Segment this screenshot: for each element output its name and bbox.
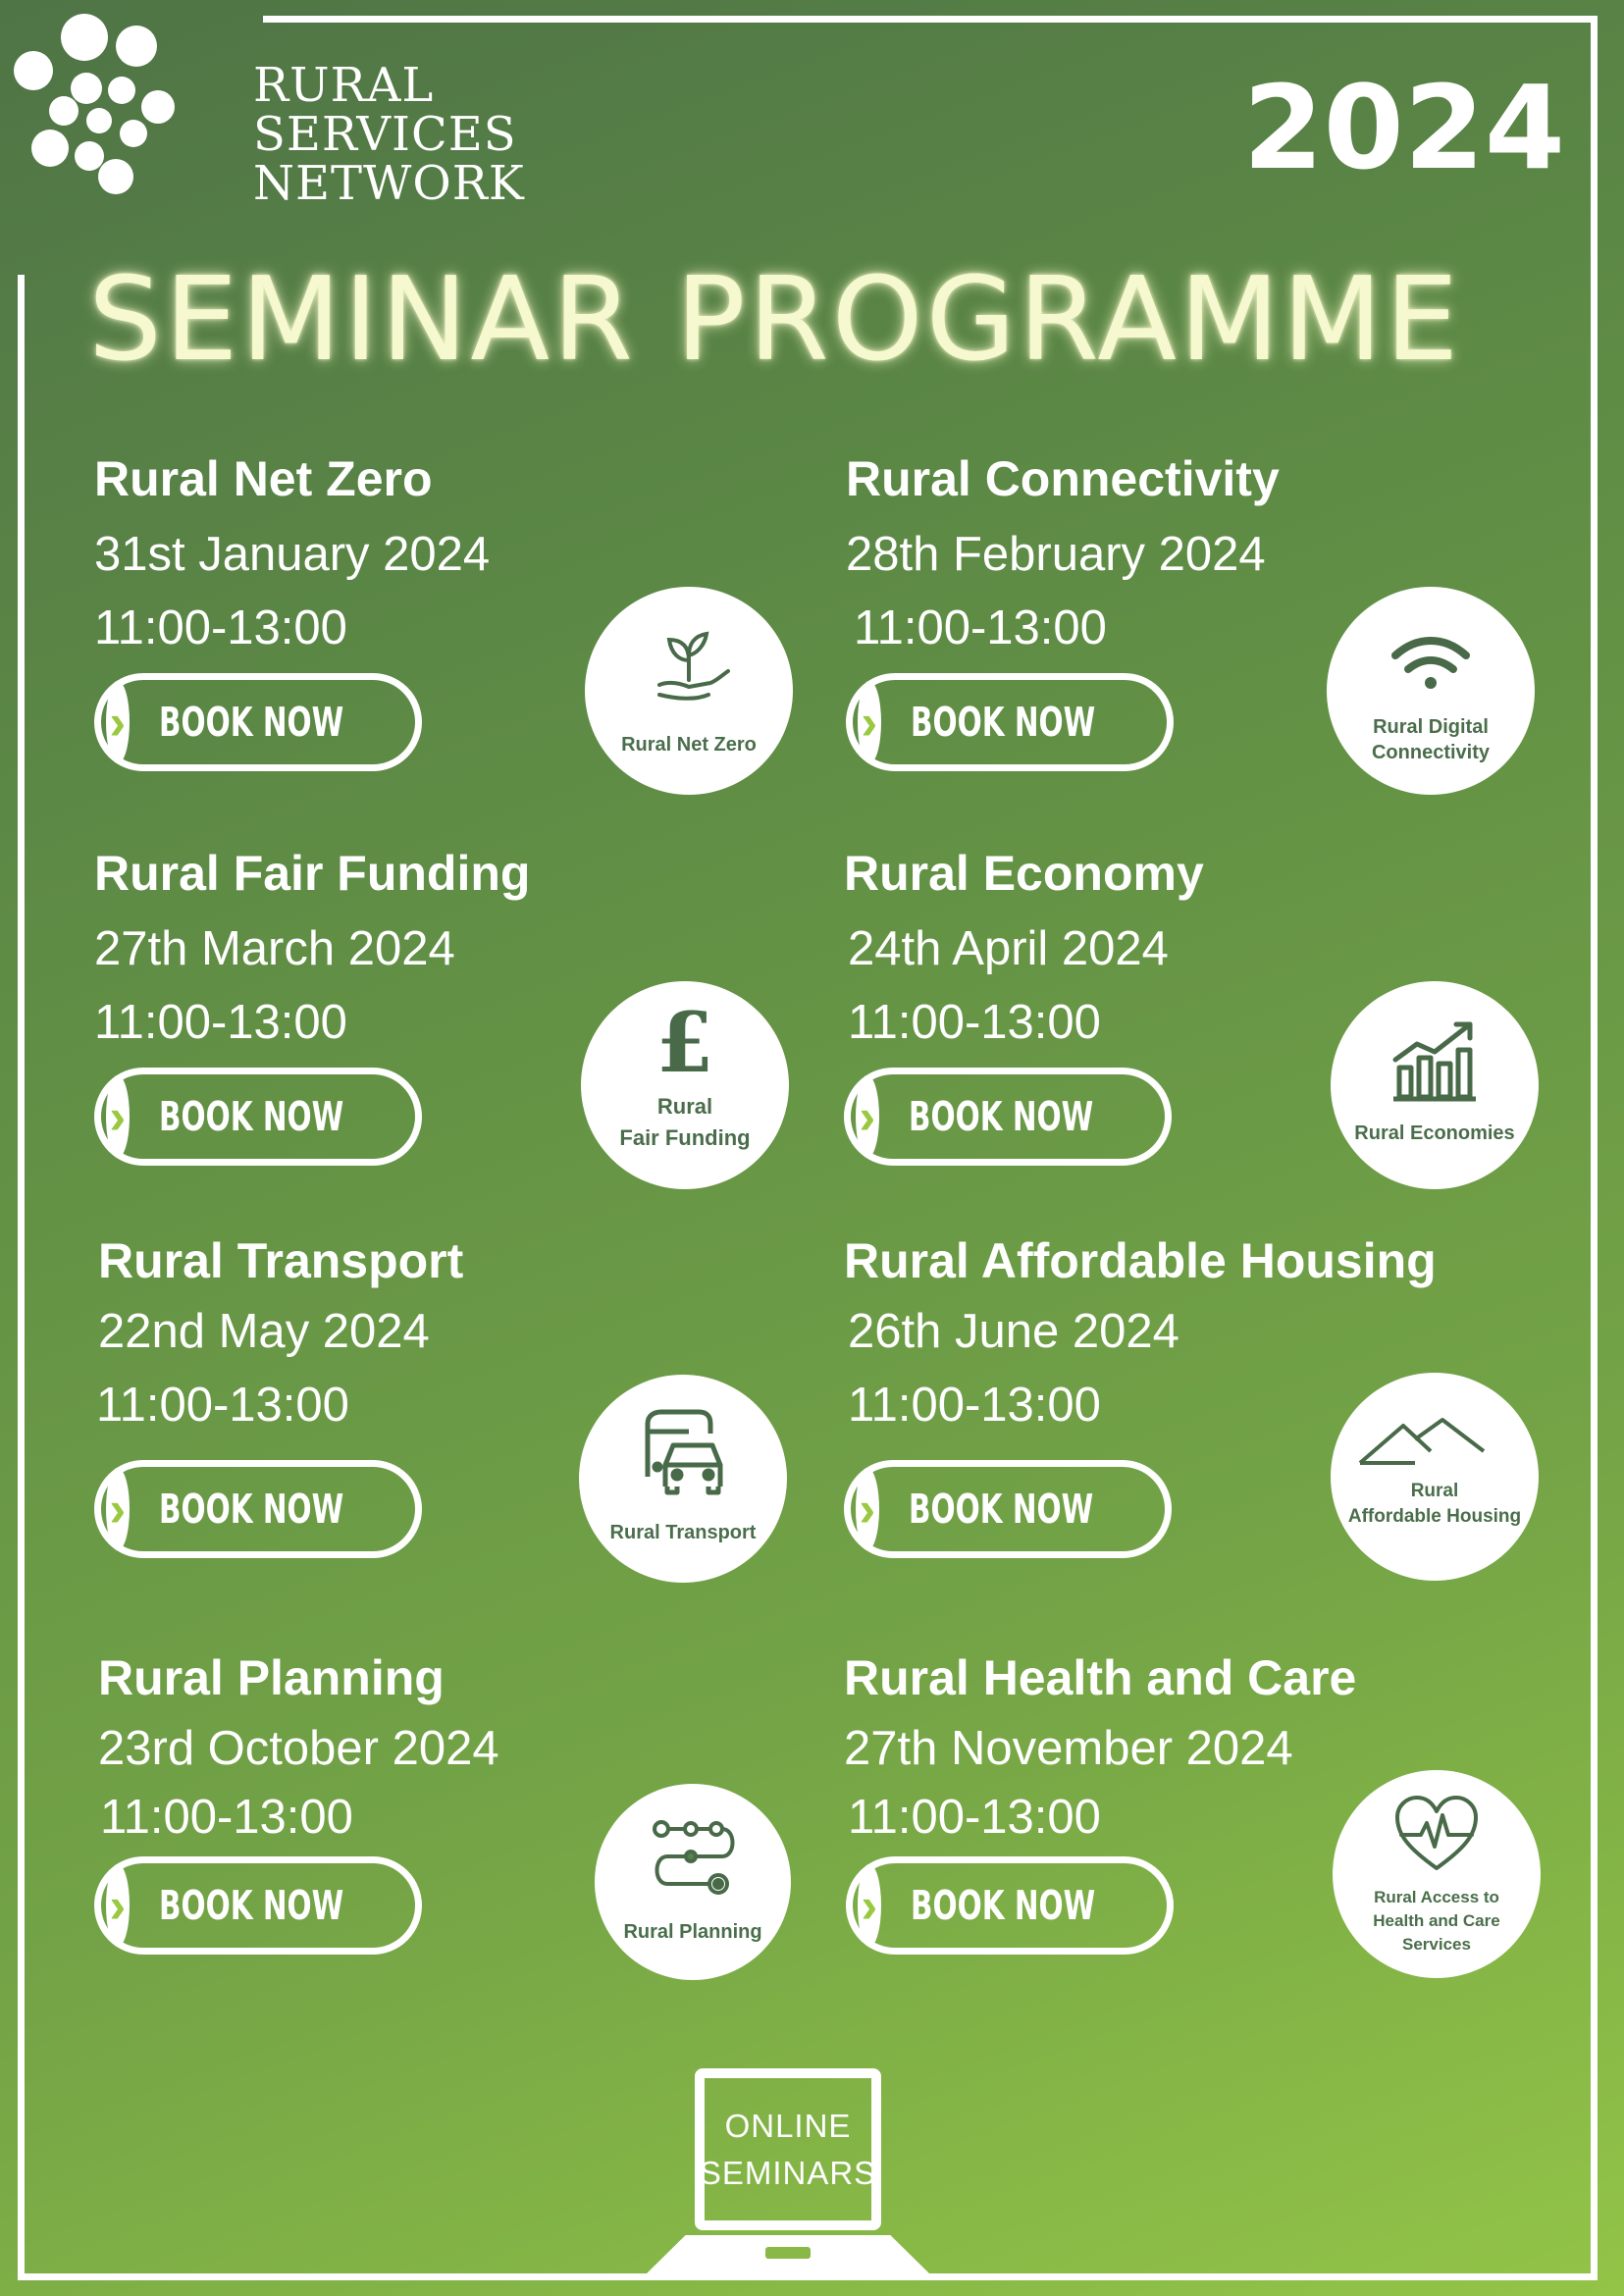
book-now-button[interactable] <box>844 1068 1172 1166</box>
seminar-title: Rural Net Zero <box>94 451 433 506</box>
wifi-icon <box>1382 616 1480 714</box>
seminar-title: Rural Health and Care <box>844 1650 1357 1705</box>
badge-label: Rural Economies <box>1354 1122 1515 1144</box>
seminar-card <box>98 1231 844 1585</box>
topic-badge <box>1331 1373 1539 1581</box>
badge-label: Rural Access to Health and Care Services <box>1373 1888 1500 1954</box>
book-now-button[interactable] <box>94 1460 422 1558</box>
heartbeat-icon <box>1388 1786 1486 1884</box>
book-now-button[interactable] <box>846 1856 1174 1955</box>
year-heading: 2024 <box>1242 60 1565 195</box>
book-now-label: BOOK NOW <box>158 1093 343 1140</box>
book-now-label: BOOK NOW <box>908 1093 1093 1140</box>
route-plan-icon <box>644 1811 742 1909</box>
seminar-time: 11:00-13:00 <box>848 1379 1101 1432</box>
brand-wordmark <box>253 58 525 211</box>
seminar-card <box>98 1648 844 2002</box>
book-now-label: BOOK NOW <box>158 699 343 746</box>
seminar-date: 22nd May 2024 <box>98 1305 430 1358</box>
book-now-button[interactable] <box>846 673 1174 771</box>
book-now-label: BOOK NOW <box>910 699 1095 746</box>
badge-label: Rural Transport <box>609 1522 757 1543</box>
seminars-label: SEMINARS <box>699 2154 877 2191</box>
topic-badge <box>585 587 793 795</box>
seminar-card <box>844 844 1590 1197</box>
seminar-date: 27th November 2024 <box>844 1722 1293 1775</box>
chevron-right-icon: › <box>858 1864 881 1947</box>
frame-right-border <box>1591 16 1598 2280</box>
book-now-label: BOOK NOW <box>910 1882 1095 1929</box>
logo-dots-icon <box>14 14 249 249</box>
seminar-title: Rural Connectivity <box>846 451 1280 506</box>
topic-badge <box>579 1375 787 1583</box>
brand-line-2: SERVICES <box>253 107 517 162</box>
seminar-time: 11:00-13:00 <box>94 996 347 1049</box>
book-now-button[interactable] <box>94 1068 422 1166</box>
seminar-time: 11:00-13:00 <box>848 996 1101 1049</box>
seminar-card <box>844 1648 1590 2002</box>
seminar-title: Rural Fair Funding <box>94 846 531 901</box>
seminar-title: Rural Economy <box>844 846 1204 901</box>
bar-chart-icon <box>1386 1011 1484 1109</box>
seminar-time: 11:00-13:00 <box>848 1791 1101 1844</box>
brand-line-3: NETWORK <box>253 156 525 211</box>
badge-label: Rural Fair Funding <box>619 1094 751 1150</box>
online-label: ONLINE <box>724 2107 852 2144</box>
seminar-title: Rural Transport <box>98 1233 464 1288</box>
badge-label: Rural Affordable Housing <box>1347 1481 1522 1527</box>
chevron-right-icon: › <box>106 681 130 763</box>
bus-car-icon <box>634 1404 732 1502</box>
seminar-card <box>94 449 840 803</box>
seminar-time: 11:00-13:00 <box>854 601 1107 654</box>
topic-badge <box>581 981 789 1189</box>
house-roof-icon <box>1352 1416 1517 1485</box>
topic-badge <box>595 1784 791 1980</box>
topic-badge <box>1327 587 1535 795</box>
seminar-date: 24th April 2024 <box>848 922 1169 975</box>
book-now-button[interactable] <box>94 1856 422 1955</box>
seminar-title: Rural Affordable Housing <box>844 1233 1437 1288</box>
chevron-right-icon: › <box>856 1075 879 1158</box>
seminar-date: 28th February 2024 <box>846 528 1266 581</box>
book-now-label: BOOK NOW <box>158 1486 343 1533</box>
seminar-card <box>844 1231 1590 1585</box>
seminar-time: 11:00-13:00 <box>96 1379 349 1432</box>
topic-badge <box>1333 1770 1541 1978</box>
frame-left-border <box>18 275 25 2280</box>
seminar-date: 31st January 2024 <box>94 528 491 581</box>
seminar-date: 23rd October 2024 <box>98 1722 499 1775</box>
seminar-time: 11:00-13:00 <box>100 1791 353 1844</box>
seminar-card <box>94 844 840 1197</box>
seminar-time: 11:00-13:00 <box>94 601 347 654</box>
brand-line-1: RURAL <box>253 58 435 113</box>
chevron-right-icon: › <box>856 1468 879 1550</box>
page-title: SEMINAR PROGRAMME <box>88 251 1462 387</box>
monitor-icon <box>646 2068 930 2274</box>
frame-top-border <box>263 16 1598 23</box>
seminar-date: 27th March 2024 <box>94 922 455 975</box>
book-now-button[interactable] <box>94 673 422 771</box>
seminar-card <box>846 449 1592 803</box>
topic-badge <box>1331 981 1539 1189</box>
book-now-label: BOOK NOW <box>908 1486 1093 1533</box>
monitor-screen <box>695 2068 881 2230</box>
badge-label: Rural Planning <box>623 1921 762 1943</box>
frame-bottom-border <box>18 2273 1598 2280</box>
book-now-label: BOOK NOW <box>158 1882 343 1929</box>
chevron-right-icon: › <box>106 1468 130 1550</box>
seminar-title: Rural Planning <box>98 1650 445 1705</box>
monitor-slot <box>765 2247 811 2259</box>
chevron-right-icon: › <box>106 1075 130 1158</box>
chevron-right-icon: › <box>106 1864 130 1947</box>
plant-in-hand-icon <box>640 616 738 714</box>
badge-label: Rural Digital Connectivity <box>1371 716 1491 763</box>
chevron-right-icon: › <box>858 681 881 763</box>
book-now-button[interactable] <box>844 1460 1172 1558</box>
badge-label: Rural Net Zero <box>621 734 757 756</box>
pound-icon: £ <box>655 994 714 1091</box>
seminar-date: 26th June 2024 <box>848 1305 1179 1358</box>
